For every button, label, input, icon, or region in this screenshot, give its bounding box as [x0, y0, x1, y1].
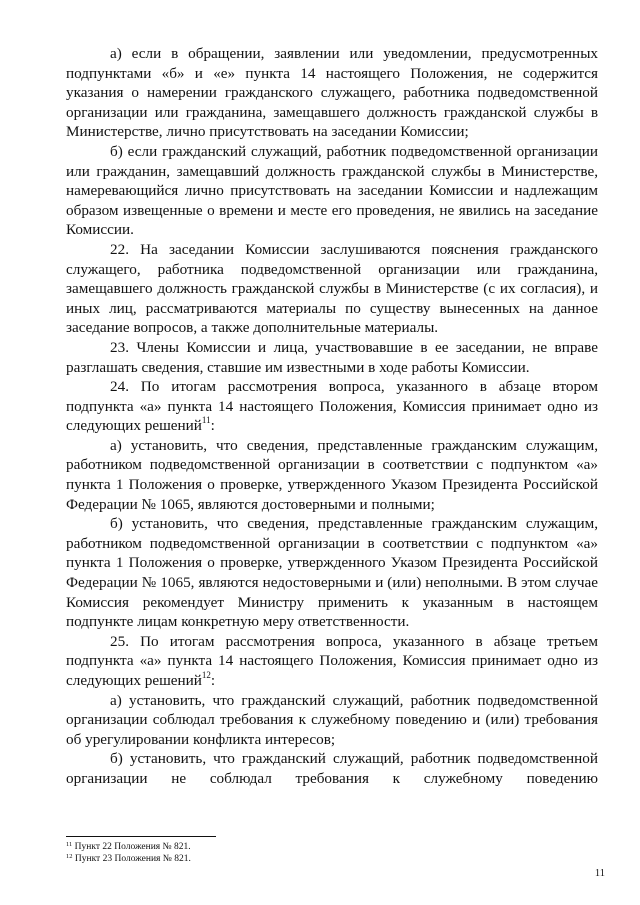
paragraph-text: а) если в обращении, заявлении или уведомлении, предусмотренных подпунктами «б» и «е» пункта 14 настоящего Положения, не содержится указания о намерении гражданского служащего, работника подведомственной организации или гражданина, замещавшего должность гражданской службы в Министерстве, лично присутствовать на заседании Комиссии;: [66, 45, 598, 141]
paragraph-text: 23. Члены Комиссии и лица, участвовавшие в ее заседании, не вправе разглашать сведения, ставшие им известными в ходе работы Комиссии.: [66, 338, 598, 376]
footnote-text: Пункт 23 Положения № 821.: [74, 854, 191, 864]
paragraph: [66, 436, 598, 514]
paragraph-text: а) установить, что сведения, представленные гражданским служащим, работником подведомственной организации в соответствии с подпунктом «а» пункта 1 Положения о проверке, утвержденного Указом Президента Российской Федерации № 1065, являются достоверными и полными;: [66, 436, 598, 513]
paragraph-text: 25. По итогам рассмотрения вопроса, указанного в абзаце третьем подпункта «а» пункта 14 настоящего Положения, Комиссия принимает одно из следующих решений: [66, 632, 598, 689]
paragraph: [66, 749, 598, 788]
paragraph: [66, 44, 598, 142]
paragraph: [66, 338, 598, 377]
footnote-divider: [66, 836, 216, 837]
footnote-text: Пункт 22 Положения № 821.: [74, 842, 191, 852]
paragraph-text: 24. По итогам рассмотрения вопроса, указанного в абзаце втором подпункта «а» пункта 14 настоящего Положения, Комиссия принимает одно из следующих решений: [66, 378, 598, 435]
paragraph: [66, 377, 598, 436]
paragraph-text: а) установить, что гражданский служащий, работник подведомственной организации соблюдал требования к служебному поведению и (или) требования об урегулировании конфликта интересов;: [66, 691, 598, 748]
paragraph-text: б) установить, что сведения, представленные гражданским служащим, работником подведомственной организации в соответствии с подпунктом «а» пункта 1 Положения о проверке, утвержденного Указом Президента Российской Федерации № 1065, являются недостоверными и (или) неполными. В этом случае Комиссия рекомендует Министру применить к указанным в настоящем подпункте лицам конкретную меру ответственности.: [66, 515, 598, 631]
paragraph-text: б) установить, что гражданский служащий, работник подведомственной организации не соблюдал требования к служебному поведению: [66, 750, 598, 787]
paragraph-tail: :: [210, 417, 215, 435]
footnote-ref: 12: [201, 670, 211, 680]
footnote-number: 12: [66, 853, 73, 860]
paragraph: [66, 514, 598, 632]
footnote: [66, 853, 598, 865]
footnote-number: 11: [66, 841, 73, 848]
paragraph: [66, 632, 598, 691]
footnote: [66, 841, 598, 853]
paragraph: [66, 142, 598, 240]
paragraph-text: 22. На заседании Комиссии заслушиваются пояснения гражданского служащего, работника подведомственной организации или гражданина, замещавшего должность гражданской службы в Министерстве (с их согласия), и иных лиц, рассматриваются материалы по существу вынесенных на данное заседание вопросов, а также дополнительные материалы.: [66, 240, 598, 337]
paragraph-text: б) если гражданский служащий, работник подведомственной организации или гражданин, замещавший должность гражданской службы в Министерстве, намеревающийся лично присутствовать на заседании Комиссии и надлежащим образом извещенные о времени и месте его проведения, не явились на заседание Комиссии.: [66, 142, 598, 239]
paragraph-tail: :: [210, 672, 216, 689]
paragraph: [66, 691, 598, 750]
page-number: 11: [594, 868, 605, 879]
paragraph: [66, 240, 598, 338]
footnotes: [66, 836, 598, 865]
footnote-ref: 11: [201, 415, 211, 426]
document-body: [66, 44, 598, 789]
